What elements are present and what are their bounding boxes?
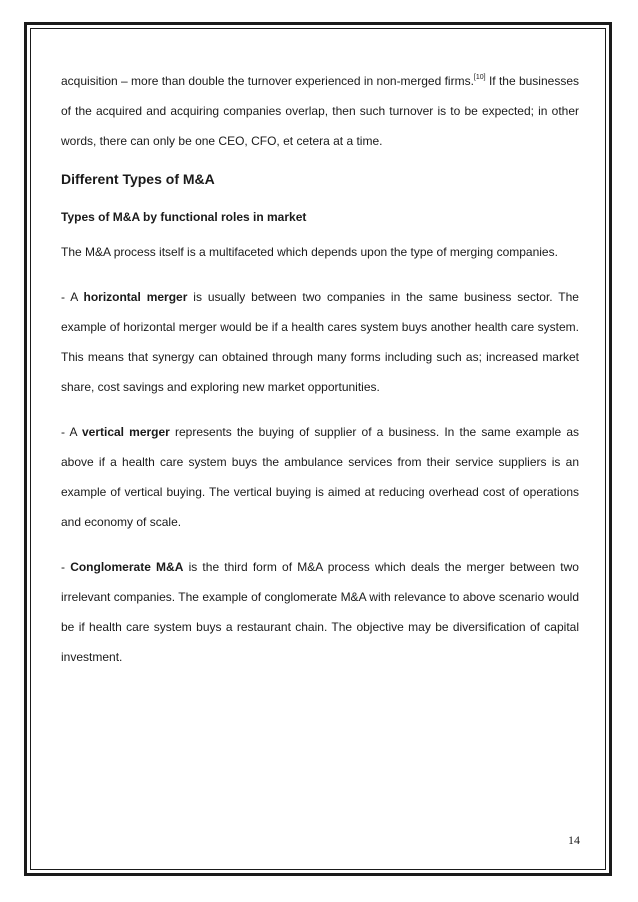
vertical-text: represents the buying of supplier of a business. In the same example as above if a health care system buys the ambulance services from their service suppliers is an example of vertical buying. The vertical buying is aimed at reducing overhead cost of operations and economy of scale. (61, 425, 579, 529)
page-number: 14 (568, 833, 580, 847)
vertical-term: vertical merger (81, 425, 170, 439)
horizontal-text: is usually between two companies in the same business sector. The example of horizontal merger would be if a health cares system buys another health care system. This means that synergy can obtained through many forms including such as; increased market share, cost savings and exploring new market opportunities. (61, 290, 579, 394)
citation-ref: [10] (473, 74, 486, 81)
vertical-merger-paragraph (61, 417, 579, 537)
section-heading: Different Types of M&A (61, 171, 215, 187)
horizontal-merger-paragraph (61, 282, 579, 402)
vertical-prefix: - A (61, 425, 82, 439)
horizontal-prefix: - A (61, 290, 84, 304)
page-content (61, 66, 579, 687)
conglomerate-paragraph (61, 552, 579, 672)
intro-paragraph (61, 66, 579, 156)
section-subheading: Types of M&A by functional roles in market (61, 210, 307, 224)
horizontal-term: horizontal merger (83, 290, 188, 304)
intro-text-1: acquisition – more than double the turnover experienced in non-merged firms. (61, 74, 474, 88)
conglomerate-term: Conglomerate M&A (70, 560, 184, 574)
conglomerate-text: is the third form of M&A process which deals the merger between two irrelevant companies. The example of conglomerate M&A with relevance to above scenario would be if health care system buys a restaurant chain. The objective may be diversification of capital investment. (61, 560, 579, 664)
lead-paragraph: The M&A process itself is a multifaceted which depends upon the type of merging companies. (61, 245, 558, 259)
intro-text-2: If the businesses of the acquired and acquiring companies overlap, then such turnover is to be expected; in other words, there can only be one CEO, CFO, et cetera at a time. (61, 74, 579, 148)
conglomerate-prefix: - (61, 560, 71, 574)
